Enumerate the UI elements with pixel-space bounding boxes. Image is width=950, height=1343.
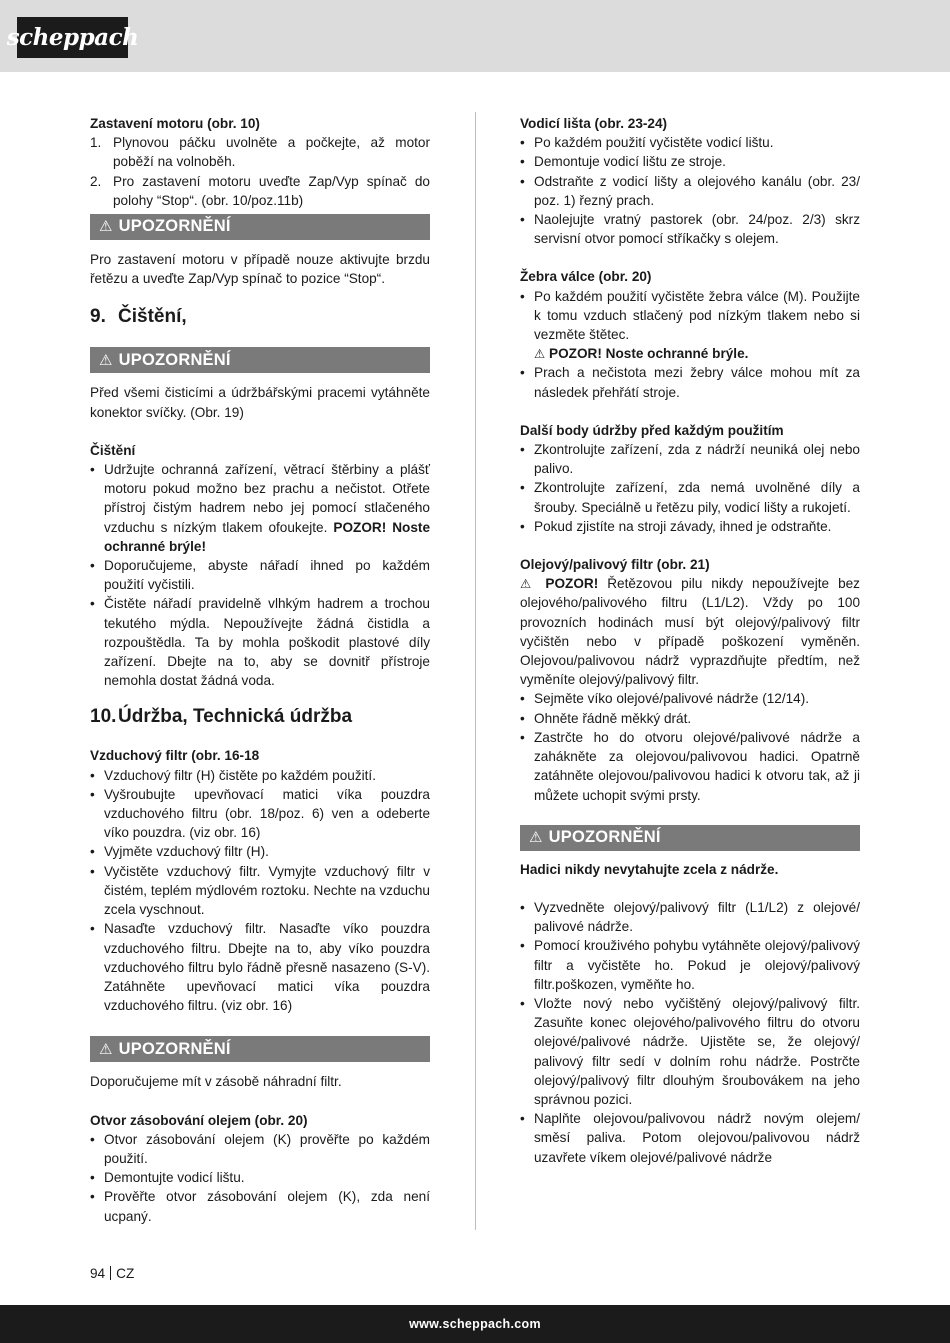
stop-engine-steps	[90, 133, 430, 210]
right-column	[520, 114, 860, 1167]
warning-icon: ⚠	[99, 350, 113, 369]
list-item	[520, 287, 860, 364]
column-divider	[475, 112, 476, 1230]
item-bold-warning: POZOR! Noste ochranné brýle!	[104, 519, 431, 554]
warning-banner	[90, 347, 430, 373]
step-number: 1.	[90, 135, 102, 151]
list-item: • Vyzvedněte olejový/palivový filtr (L1/L2) z olejové/ palivové nádrže.	[520, 898, 860, 936]
air-filter-heading: Vzduchový filtr (obr. 16-18	[90, 748, 260, 764]
list-item: • Sejměte víko olejové/palivové nádrže (12/14).	[520, 689, 860, 708]
oil-fuel-filter-heading: Olejový/palivový filtr (obr. 21)	[520, 557, 710, 573]
warning-banner	[90, 214, 430, 240]
section-10-title	[90, 705, 430, 729]
page-footer	[90, 1266, 134, 1281]
warning-icon: ⚠	[99, 1039, 113, 1058]
section-9-title	[90, 305, 430, 329]
footer-band	[0, 1305, 950, 1343]
section-title-text: Údržba, Technická údržba	[118, 706, 353, 728]
list-item: • Nasaďte vzduchový filtr. Nasaďte víko pouzdra vzduchového filtru. Dbejte na to, aby víko pouzdra vzduchového filtru bylo řádně přesně nasazeno (S-V). Zatáhněte upevňovací matici víka pouzdra vzduchového filtru. (viz obr. 16)	[90, 919, 430, 1015]
oil-fuel-filter-list	[520, 689, 860, 804]
warning-label: UPOZORNĚNÍ	[118, 217, 231, 236]
list-item	[90, 460, 430, 556]
other-points-list	[520, 440, 860, 536]
step-text: Plynovou páčku uvolněte a počkejte, až motor poběží na volnoběh.	[113, 135, 430, 170]
warning-label: UPOZORNĚNÍ	[118, 350, 231, 369]
section-number: 9.	[90, 306, 106, 328]
warning-label: UPOZORNĚNÍ	[548, 828, 661, 847]
section-number: 10.	[90, 706, 117, 728]
list-item: • Prach a nečistota mezi žebry válce mohou mít za následek přehřátí stroje.	[520, 363, 860, 401]
list-item	[90, 172, 430, 210]
list-item: • Otvor zásobování olejem (K) prověřte po každém použití.	[90, 1130, 430, 1168]
cleaning-list	[90, 460, 430, 690]
website-link[interactable]: www.scheppach.com	[409, 1317, 541, 1331]
list-item: • Zastrčte ho do otvoru olejové/palivové nádrže a zahákněte za olejovou/palivovou hadici. Opatrně zatáhněte olejovou/palivovou hadici k otvoru tak, až ji můžete uchopit svými prsty.	[520, 728, 860, 805]
list-item: • Pomocí krouživého pohybu vytáhněte olejový/palivový filtr a vyčistěte ho. Pokud je olejový/palivový filtr.poškozen, vyměňte ho.	[520, 936, 860, 994]
list-item: • Demontuje vodicí lištu ze stroje.	[520, 152, 860, 171]
list-item: • Vyjměte vzduchový filtr (H).	[90, 842, 430, 861]
list-item: • Zkontrolujte zařízení, zda nemá uvolněné díly a šrouby. Speciálně u řetězu pily, vodicí lišty a rukojetí.	[520, 478, 860, 516]
list-item: • Naolejujte vratný pastorek (obr. 24/poz. 2/3) skrz servisní otvor pomocí stříkačky s olejem.	[520, 210, 860, 248]
step-number: 2.	[90, 173, 102, 189]
warning-banner	[90, 1036, 430, 1062]
footer-separator	[110, 1266, 111, 1280]
list-item: • Po každém použití vyčistěte vodicí lištu.	[520, 133, 860, 152]
other-points-heading: Další body údržby před každým použitím	[520, 422, 784, 438]
list-item: • Pokud zjistíte na stroji závady, ihned je odstraňte.	[520, 517, 860, 536]
step-text: Pro zastavení motoru uveďte Zap/Vyp spínač do polohy “Stop“. (obr. 10/poz.11b)	[113, 173, 430, 208]
warning-icon: ⚠	[529, 828, 543, 847]
guide-bar-heading: Vodicí lišta (obr. 23-24)	[520, 116, 668, 131]
guide-bar-list	[520, 133, 860, 248]
list-item: • Ohněte řádně měkký drát.	[520, 709, 860, 728]
section-title-text: Čištění,	[118, 306, 187, 328]
list-item: • Vzduchový filtr (H) čistěte po každém použití.	[90, 766, 430, 785]
item-bold-warning: POZOR! Noste ochranné brýle.	[549, 346, 749, 362]
item-text: Udržujte ochranná zařízení, větrací štěrbiny a plášť motoru pokud možno bez prachu a nečistot. Otřete přístroj čistým hadrem nebo jej pomocí stlačeného vzduchu s nízkým tlakem ofoukejte.	[104, 462, 430, 535]
oil-opening-list	[90, 1130, 430, 1226]
list-item: • Vložte nový nebo vyčištěný olejový/palivový filtr. Zasuňte konec olejového/palivového filtru do otvoru olejové/palivové nádrže. Ujistěte se, že olejový/ palivový filtr sedí v dolním rohu nádrže. Postrčte olejový/palivový filtr dlouhým šroubovákem na jeho správnou pozici.	[520, 994, 860, 1109]
air-filter-list	[90, 766, 430, 1016]
list-item: • Naplňte olejovou/palivovou nádrž novým olejem/ směsí paliva. Potom olejovou/palivovou nádrž uzavřete víkem olejové/palivové nádrže	[520, 1109, 860, 1167]
caution-label: POZOR!	[545, 576, 599, 592]
warning-icon: ⚠	[534, 346, 546, 362]
warning-label: UPOZORNĚNÍ	[118, 1039, 231, 1058]
list-item: • Demontujte vodicí lištu.	[90, 1168, 430, 1187]
list-item: • Zkontrolujte zařízení, zda z nádrží neuniká olej nebo palivo.	[520, 440, 860, 478]
list-item: • Prověřte otvor zásobování olejem (K), zda není ucpaný.	[90, 1187, 430, 1225]
paragraph-text: Řetězovou pilu nikdy nepoužívejte bez olejového/palivového filtru (L1/L2). Vždy po 100 provozních hodinách musí být olejový/palivový filtr vyčištěn nebo v případě poškození vyměněn. Olejovou/palivovou nádrž vyprazdňujte předtím, než vyměníte olejový/palivový filtr.	[520, 576, 860, 688]
list-item: • Čistěte nářadí pravidelně vlhkým hadrem a trochou tekutého mýdla. Nepoužívejte žádná čistidla a rozpouštědla. Ta by mohla poškodit plastové díly zařízení. Dbejte na to, aby se dovnitř přístroje nemohla dostat žádná voda.	[90, 594, 430, 690]
hose-warning-text: Hadici nikdy nevytahujte zcela z nádrže.	[520, 861, 779, 877]
item-text: Po každém použití vyčistěte žebra válce (M). Použijte k tomu vzduch stlačený pod nízkým tlakem nebo si vezměte štětec.	[534, 288, 860, 343]
spare-filter-text: Doporučujeme mít v zásobě náhradní filtr.	[90, 1074, 342, 1090]
language-code: CZ	[116, 1266, 135, 1281]
warning-banner	[520, 825, 860, 851]
list-item: • Vyšroubujte upevňovací matici víka pouzdra vzduchového filtru (obr. 18/poz. 6) ven a odeberte víko pouzdra. (viz obr. 16)	[90, 785, 430, 843]
header-band	[0, 0, 950, 72]
before-cleaning-text: Před všemi čisticími a údržbářskými pracemi vytáhněte konektor svíčky. (Obr. 19)	[90, 385, 430, 420]
filter-replacement-list	[520, 898, 860, 1167]
emergency-stop-text: Pro zastavení motoru v případě nouze aktivujte brzdu řetězu a uveďte Zap/Vyp spínač to pozice “Stop“.	[90, 252, 430, 287]
stop-engine-heading: Zastavení motoru (obr. 10)	[90, 116, 260, 131]
page-number: 94	[90, 1266, 106, 1281]
oil-fuel-filter-text	[520, 574, 860, 689]
warning-icon: ⚠	[520, 576, 537, 592]
oil-opening-heading: Otvor zásobování olejem (obr. 20)	[90, 1112, 308, 1128]
scheppach-logo: scheppach	[17, 17, 128, 58]
list-item	[90, 133, 430, 171]
list-item: • Vyčistěte vzduchový filtr. Vymyjte vzduchový filtr v čistém, teplém mýdlovém roztoku. Nechte na vzduchu zcela vyschnout.	[90, 862, 430, 920]
cylinder-fins-list	[520, 287, 860, 402]
cleaning-heading: Čištění	[90, 442, 136, 458]
list-item: • Doporučujeme, abyste nářadí ihned po každém použití vyčistili.	[90, 556, 430, 594]
warning-icon: ⚠	[99, 217, 113, 236]
left-column	[90, 114, 430, 1226]
cylinder-fins-heading: Žebra válce (obr. 20)	[520, 269, 652, 285]
list-item: • Odstraňte z vodicí lišty a olejového kanálu (obr. 23/ poz. 1) řezný prach.	[520, 172, 860, 210]
